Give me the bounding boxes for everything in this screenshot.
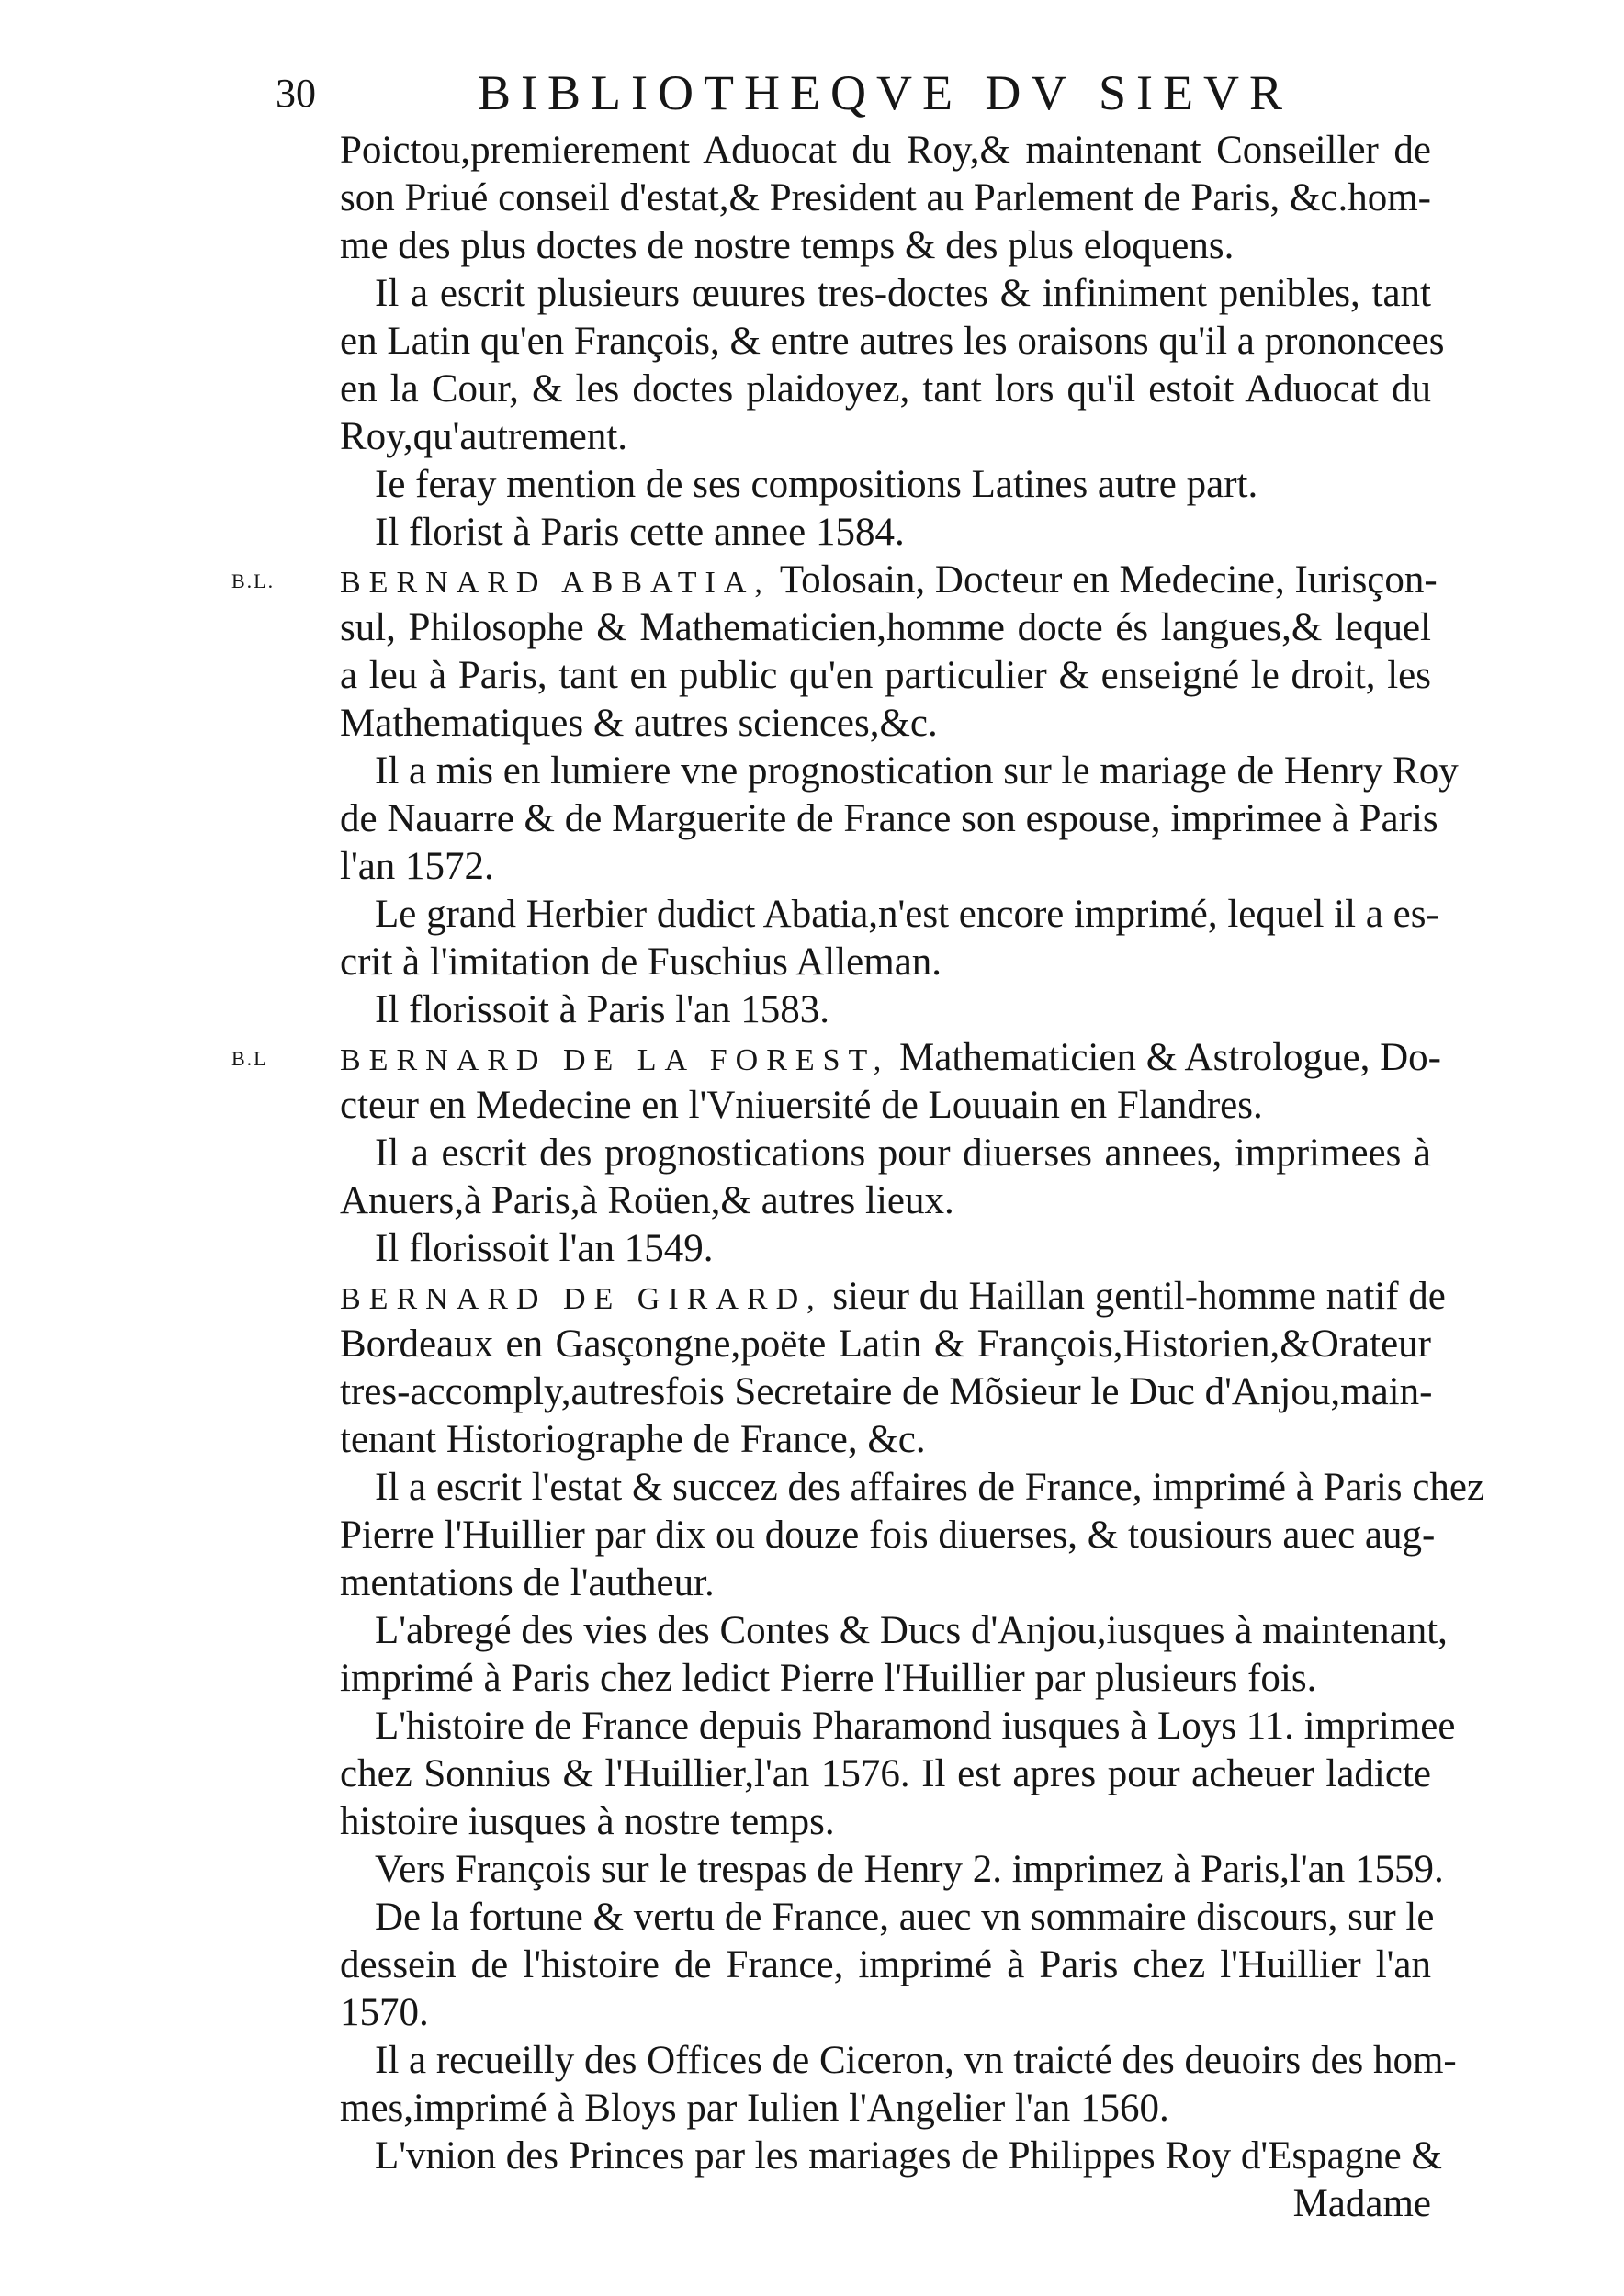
catchword: Madame [1292, 2182, 1431, 2225]
author-name: BERNARD ABBATIA, [340, 566, 771, 600]
text-line: Bordeaux en Gasçongne,poëte Latin & François,Historien,&Orateur [340, 1322, 1431, 1366]
author-name: BERNARD DE LA FOREST, [340, 1043, 890, 1077]
page-number: 30 [276, 71, 316, 116]
author-name: BERNARD DE GIRARD, [340, 1282, 823, 1316]
text-line: Il a escrit plusieurs œuures tres-doctes & infiniment penibles, tant [375, 272, 1431, 315]
text-line: imprimé à Paris chez ledict Pierre l'Huillier par plusieurs fois. [340, 1657, 1317, 1700]
text-line: dessein de l'histoire de France, imprimé à Paris chez l'Huillier l'an [340, 1943, 1431, 1986]
text-line: Le grand Herbier dudict Abatia,n'est encore imprimé, lequel il a es- [375, 893, 1439, 936]
entry-heading-line [340, 1034, 1441, 1085]
text-line: Anuers,à Paris,à Roüen,& autres lieux. [340, 1179, 954, 1222]
text-line: Ie feray mention de ses compositions Latines autre part. [375, 463, 1258, 506]
entry-text: sieur du Haillan gentil-homme natif de [822, 1275, 1446, 1318]
margin-note: B.L [231, 1047, 268, 1070]
text-line: Vers François sur le trespas de Henry 2. imprimez à Paris,l'an 1559. [375, 1848, 1444, 1891]
entry-text: Tolosain, Docteur en Medecine, Iurisçon- [770, 558, 1438, 602]
text-line: Il a mis en lumiere vne prognostication sur le mariage de Henry Roy [375, 749, 1459, 793]
entry-heading-line [340, 1273, 1446, 1323]
text-line: a leu à Paris, tant en public qu'en particulier & enseigné le droit, les [340, 654, 1431, 697]
entry-text: Mathematicien & Astrologue, Do- [889, 1036, 1441, 1079]
text-line: L'vnion des Princes par les mariages de Philippes Roy d'Espagne & [375, 2134, 1442, 2178]
text-line: Il a escrit l'estat & succez des affaires de France, imprimé à Paris chez [375, 1466, 1485, 1509]
running-title: BIBLIOTHEQVE DV SIEVR [478, 65, 1292, 120]
text-line: sul, Philosophe & Mathematicien,homme docte és langues,& lequel [340, 606, 1431, 649]
text-line: De la fortune & vertu de France, auec vn sommaire discours, sur le [375, 1896, 1435, 1939]
entry-heading-line [340, 557, 1438, 607]
text-line: Il a recueilly des Offices de Ciceron, vn traicté des deuoirs des hom- [375, 2039, 1457, 2082]
text-line: chez Sonnius & l'Huillier,l'an 1576. Il est apres pour acheuer ladicte [340, 1752, 1431, 1795]
text-line: en la Cour, & les doctes plaidoyez, tant lors qu'il estoit Aduocat du [340, 367, 1431, 411]
text-line: Poictou,premierement Aduocat du Roy,& maintenant Conseiller de [340, 129, 1431, 172]
text-line: L'abregé des vies des Contes & Ducs d'Anjou,iusques à maintenant, [375, 1609, 1448, 1652]
text-line: Il florissoit à Paris l'an 1583. [375, 988, 830, 1031]
text-line: tres-accomply,autresfois Secretaire de Mõsieur le Duc d'Anjou,main- [340, 1370, 1433, 1413]
text-line: crit à l'imitation de Fuschius Alleman. [340, 940, 942, 984]
text-line: Mathematiques & autres sciences,&c. [340, 702, 938, 745]
text-line: me des plus doctes de nostre temps & des plus eloquens. [340, 224, 1235, 267]
margin-note: B.L. [231, 569, 276, 592]
text-line: cteur en Medecine en l'Vniuersité de Louuain en Flandres. [340, 1084, 1263, 1127]
text-line: tenant Historiographe de France, &c. [340, 1418, 926, 1461]
text-line: mes,imprimé à Bloys par Iulien l'Angelier l'an 1560. [340, 2087, 1169, 2130]
text-line: de Nauarre & de Marguerite de France son espouse, imprimee à Paris [340, 797, 1438, 840]
text-line: Pierre l'Huillier par dix ou douze fois diuerses, & tousiours auec aug- [340, 1514, 1436, 1557]
text-line: Roy,qu'autrement. [340, 415, 628, 458]
text-line: 1570. [340, 1991, 429, 2034]
text-line: L'histoire de France depuis Pharamond iusques à Loys 11. imprimee [375, 1705, 1456, 1748]
text-line: histoire iusques à nostre temps. [340, 1800, 835, 1843]
text-line: l'an 1572. [340, 845, 494, 888]
text-line: son Priué conseil d'estat,& President au Parlement de Paris, &c.hom- [340, 176, 1431, 219]
text-line: Il a escrit des prognostications pour diuerses annees, imprimees à [375, 1131, 1431, 1175]
text-line: Il florist à Paris cette annee 1584. [375, 511, 905, 554]
text-line: en Latin qu'en François, & entre autres les oraisons qu'il a prononcees [340, 320, 1445, 363]
text-line: mentations de l'autheur. [340, 1561, 715, 1604]
text-line: Il florissoit l'an 1549. [375, 1227, 714, 1270]
